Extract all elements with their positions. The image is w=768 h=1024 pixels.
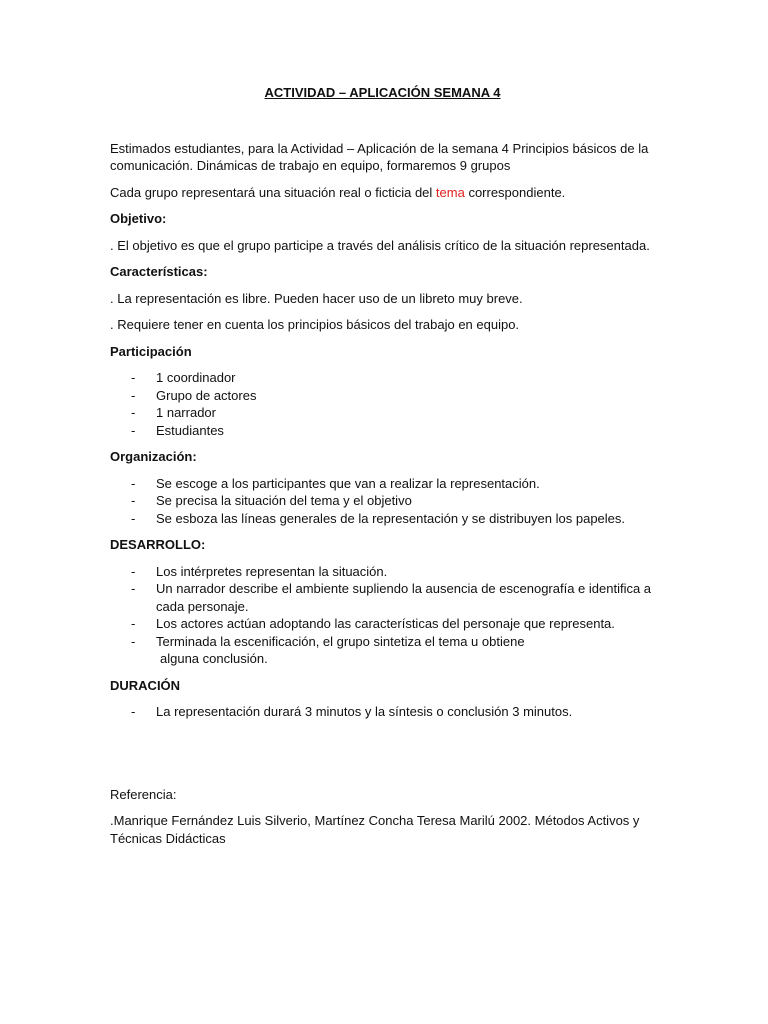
list-item-continuation: alguna conclusión.: [160, 651, 268, 666]
spacer: [110, 730, 655, 786]
dash-bullet: -: [131, 633, 136, 649]
organizacion-heading: Organización:: [110, 449, 197, 464]
dash-bullet: -: [131, 405, 136, 420]
list-item-text: Un narrador describe el ambiente supliendo la ausencia de escenografía e identifica a cada personaje.: [156, 581, 652, 614]
list-item: [110, 422, 655, 440]
dash-bullet: -: [131, 616, 136, 631]
list-item: [110, 633, 655, 668]
list-item-text: 1 coordinador: [156, 370, 236, 385]
dash-bullet: -: [131, 475, 136, 491]
list-item: [110, 510, 655, 528]
group-sentence: [110, 184, 655, 202]
participacion-list: [110, 369, 655, 439]
list-item-text: 1 narrador: [156, 405, 216, 420]
list-item: [110, 475, 655, 493]
participacion-heading: Participación: [110, 343, 192, 359]
organizacion-list: [110, 475, 655, 528]
list-item-text: Se esboza las líneas generales de la representación y se distribuyen los papeles.: [156, 510, 626, 526]
dash-bullet: -: [131, 510, 136, 526]
dash-bullet: -: [131, 704, 136, 719]
list-item-text: La representación durará 3 minutos y la síntesis o conclusión 3 minutos.: [156, 704, 573, 719]
list-item: [110, 703, 655, 721]
group-sentence-before: Cada grupo representará una situación real o ficticia del: [110, 184, 436, 200]
dash-bullet: -: [131, 422, 136, 438]
dash-bullet: -: [131, 493, 136, 508]
list-item-text: Terminada la escenificación, el grupo sintetiza el tema u obtiene: [156, 633, 525, 649]
list-item: [110, 492, 655, 510]
caracteristica-item: . Requiere tener en cuenta los principios básicos del trabajo en equipo.: [110, 317, 520, 332]
list-item-text: Los intérpretes representan la situación.: [156, 563, 388, 579]
dash-bullet: -: [131, 387, 136, 403]
list-item-text: Se escoge a los participantes que van a realizar la representación.: [156, 475, 540, 491]
list-item: [110, 563, 655, 581]
list-item: [110, 387, 655, 405]
duracion-list: [110, 703, 655, 721]
intro-paragraph: Estimados estudiantes, para la Actividad – Aplicación de la semana 4 Principios básicos de la comunicación. Dinámicas de trabajo en equipo, formaremos 9 grupos: [110, 140, 649, 173]
tema-highlight: tema: [435, 184, 465, 200]
objetivo-heading: Objetivo:: [110, 211, 167, 226]
list-item: [110, 580, 655, 615]
list-item-text: Grupo de actores: [156, 387, 257, 403]
caracteristica-item: . La representación es libre. Pueden hacer uso de un libreto muy breve.: [110, 290, 523, 306]
duracion-heading: DURACIÓN: [110, 677, 181, 693]
dash-bullet: -: [131, 563, 136, 579]
list-item: [110, 369, 655, 387]
list-item-text: Se precisa la situación del tema y el objetivo: [156, 493, 412, 508]
referencia-heading: Referencia:: [110, 786, 177, 802]
desarrollo-heading: DESARROLLO:: [110, 537, 206, 552]
desarrollo-list: [110, 563, 655, 668]
referencia-text: .Manrique Fernández Luis Silverio, Martínez Concha Teresa Marilú 2002. Métodos Activos y Técnicas Didácticas: [110, 813, 640, 846]
list-item-text: Los actores actúan adoptando las características del personaje que representa.: [156, 616, 615, 631]
list-item: [110, 404, 655, 422]
list-item-text: Estudiantes: [156, 422, 224, 438]
document-title: ACTIVIDAD – APLICACIÓN SEMANA 4: [264, 85, 501, 100]
group-sentence-after: correspondiente.: [464, 184, 566, 200]
objetivo-text: . El objetivo es que el grupo participe a través del análisis crítico de la situación representada.: [110, 237, 650, 253]
caracteristicas-heading: Características:: [110, 264, 208, 279]
document-page: [110, 84, 655, 856]
dash-bullet: -: [131, 581, 136, 596]
dash-bullet: -: [131, 370, 136, 385]
list-item: [110, 615, 655, 633]
